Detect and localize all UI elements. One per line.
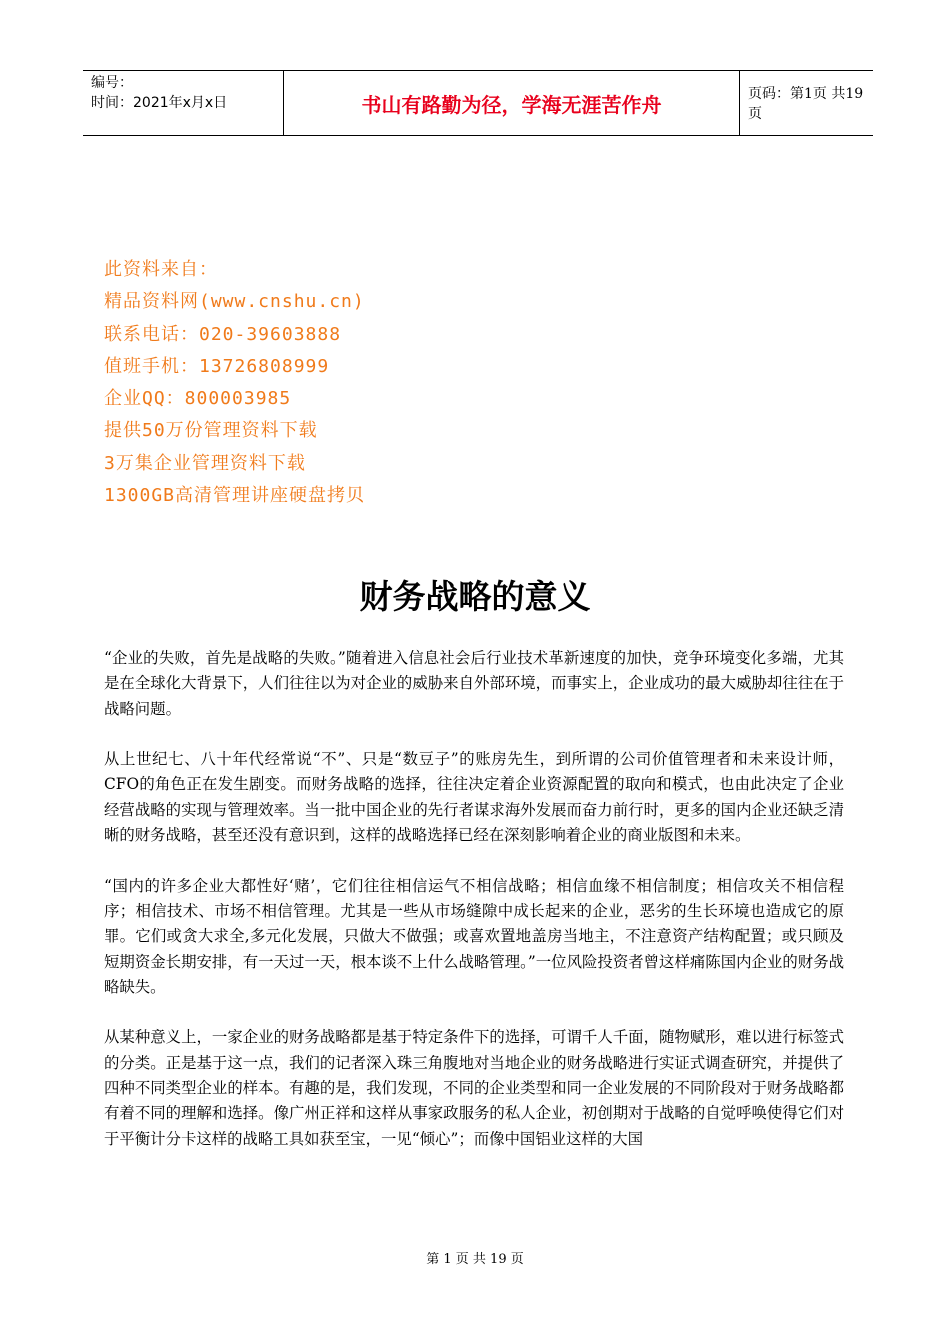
page-footer: 第 1 页 共 19 页: [426, 1252, 524, 1267]
info-line: 值班手机：13726808999: [104, 355, 330, 377]
info-line: 3万集企业管理资料下载: [104, 452, 306, 474]
header-number: 编号：: [91, 75, 133, 91]
paragraph: “国内的许多企业大都性好‘赌’，它们往往相信运气不相信战略；相信血缘不相信制度；相信攻关不相信程序；相信技术、市场不相信管理。尤其是一些从市场缝隙中成长起来的企业，恶劣的生长环境也造成它的原罪。它们或贪大求全,多元化发展，只做大不做强；或喜欢置地盖房当地主，不注意资产结构配置；或只顾及短期资金长期安排，有一天过一天，根本谈不上什么战略管理。”一位风险投资者曾这样痛陈国内企业的财务战略缺失。: [104, 876, 844, 996]
paragraph: 从上世纪七、八十年代经常说“不”、只是“数豆子”的账房先生，到所谓的公司价值管理者和未来设计师，CFO的角色正在发生剧变。而财务战略的选择，往往决定着企业资源配置的取向和模式，也由此决定了企业经营战略的实现与管理效率。当一批中国企业的先行者谋求海外发展而奋力前行时，更多的国内企业还缺乏清晰的财务战略，甚至还没有意识到，这样的战略选择已经在深刻影响着企业的商业版图和未来。: [104, 750, 844, 845]
paragraph: “企业的失败，首先是战略的失败。”随着进入信息社会后行业技术革新速度的加快，竞争环境变化多端，尤其是在全球化大背景下，人们往往以为对企业的威胁来自外部环境，而事实上，企业成功的最大威胁却往往在于战略问题。: [104, 649, 844, 718]
info-line: 精品资料网(www.cnshu.cn): [104, 291, 365, 313]
info-line: 此资料来自：: [104, 259, 218, 280]
info-line: 提供50万份管理资料下载: [104, 420, 318, 442]
header-motto: 书山有路勤为径，学海无涯苦作舟: [283, 71, 740, 135]
paragraph: 从某种意义上，一家企业的财务战略都是基于特定条件下的选择，可谓千人千面，随物赋形，难以进行标签式的分类。正是基于这一点，我们的记者深入珠三角腹地对当地企业的财务战略进行实证式调查研究，并提供了四种不同类型企业的样本。有趣的是，我们发现，不同的企业类型和同一企业发展的不同阶段对于财务战略都有着不同的理解和选择。像广州正祥和这样从事家政服务的私人企业，初创期对于战略的自觉呼唤使得它们对于平衡计分卡这样的战略工具如获至宝，一见“倾心”；而像中国铝业这样的大国: [104, 1028, 844, 1148]
header-meta: [83, 71, 283, 135]
header-page-number: 页码：第1页 共19页: [748, 86, 864, 122]
source-info-block: [104, 254, 365, 512]
info-line: 企业QQ：800003985: [104, 388, 292, 410]
document-body: [104, 646, 844, 1177]
header-time: 时间：2021年x月x日: [91, 95, 228, 111]
header-table: [83, 70, 873, 136]
document-title: 财务战略的意义: [359, 577, 591, 616]
info-line: 1300GB高清管理讲座硬盘拷贝: [104, 485, 366, 507]
info-line: 联系电话：020-39603888: [104, 323, 342, 345]
